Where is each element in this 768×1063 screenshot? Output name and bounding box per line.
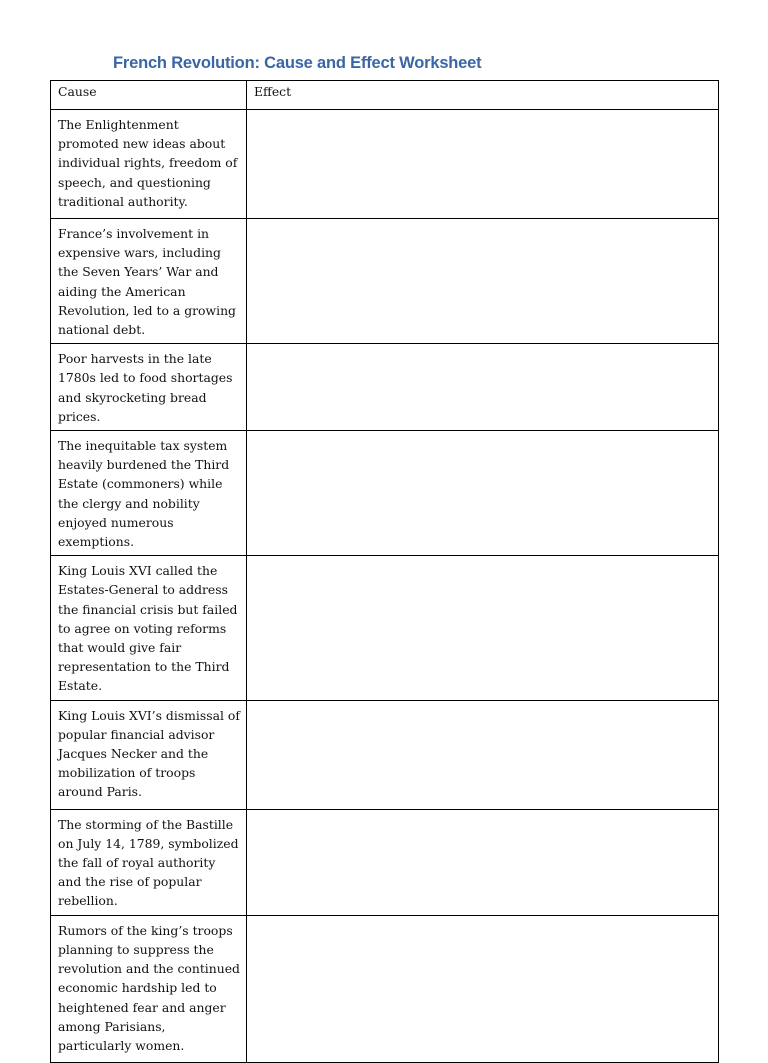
table-row xyxy=(51,431,719,556)
table-row xyxy=(51,809,719,915)
effect-cell[interactable] xyxy=(247,431,719,556)
cause-effect-table xyxy=(50,80,719,1063)
cause-text: King Louis XVI’s dismissal of popular financial advisor Jacques Necker and the mobilization of troops around Paris. xyxy=(58,707,240,800)
effect-cell[interactable] xyxy=(247,219,719,344)
effect-cell[interactable] xyxy=(247,110,719,219)
effect-cell[interactable] xyxy=(247,700,719,809)
cause-cell xyxy=(51,110,247,219)
cause-cell xyxy=(51,915,247,1062)
cause-cell xyxy=(51,700,247,809)
cause-cell xyxy=(51,809,247,915)
effect-cell[interactable] xyxy=(247,344,719,431)
table-row xyxy=(51,110,719,219)
cause-text: The storming of the Bastille on July 14, 1789, symbolized the fall of royal authority and the rise of popular rebellion. xyxy=(58,816,239,909)
cause-cell xyxy=(51,431,247,556)
cause-text: The Enlightenment promoted new ideas about individual rights, freedom of speech, and questioning traditional authority. xyxy=(58,117,238,209)
effect-cell[interactable] xyxy=(247,809,719,915)
effect-cell[interactable] xyxy=(247,915,719,1062)
table-row xyxy=(51,344,719,431)
cause-text: The inequitable tax system heavily burdened the Third Estate (commoners) while the clergy and nobility enjoyed numerous exemptions. xyxy=(58,438,230,550)
cause-cell xyxy=(51,344,247,431)
cause-cell xyxy=(51,556,247,700)
header-cause: Cause xyxy=(51,81,247,110)
table-row xyxy=(51,700,719,809)
effect-cell[interactable] xyxy=(247,556,719,700)
worksheet-title: French Revolution: Cause and Effect Worksheet xyxy=(113,54,482,72)
cause-text: France’s involvement in expensive wars, including the Seven Years’ War and aiding the American Revolution, led to a growing national debt. xyxy=(58,226,236,338)
table-row xyxy=(51,556,719,700)
cause-text: Rumors of the king’s troops planning to suppress the revolution and the continued economic hardship led to heightened fear and anger among Parisians, particularly women. xyxy=(58,922,240,1053)
table-header-row xyxy=(51,81,719,110)
cause-text: Poor harvests in the late 1780s led to food shortages and skyrocketing bread prices. xyxy=(58,351,233,424)
cause-cell xyxy=(51,219,247,344)
table-row xyxy=(51,219,719,344)
cause-text: King Louis XVI called the Estates-General to address the financial crisis but failed to agree on voting reforms that would give fair representation to the Third Estate. xyxy=(58,563,238,694)
table-row xyxy=(51,915,719,1062)
header-effect: Effect xyxy=(247,81,719,110)
